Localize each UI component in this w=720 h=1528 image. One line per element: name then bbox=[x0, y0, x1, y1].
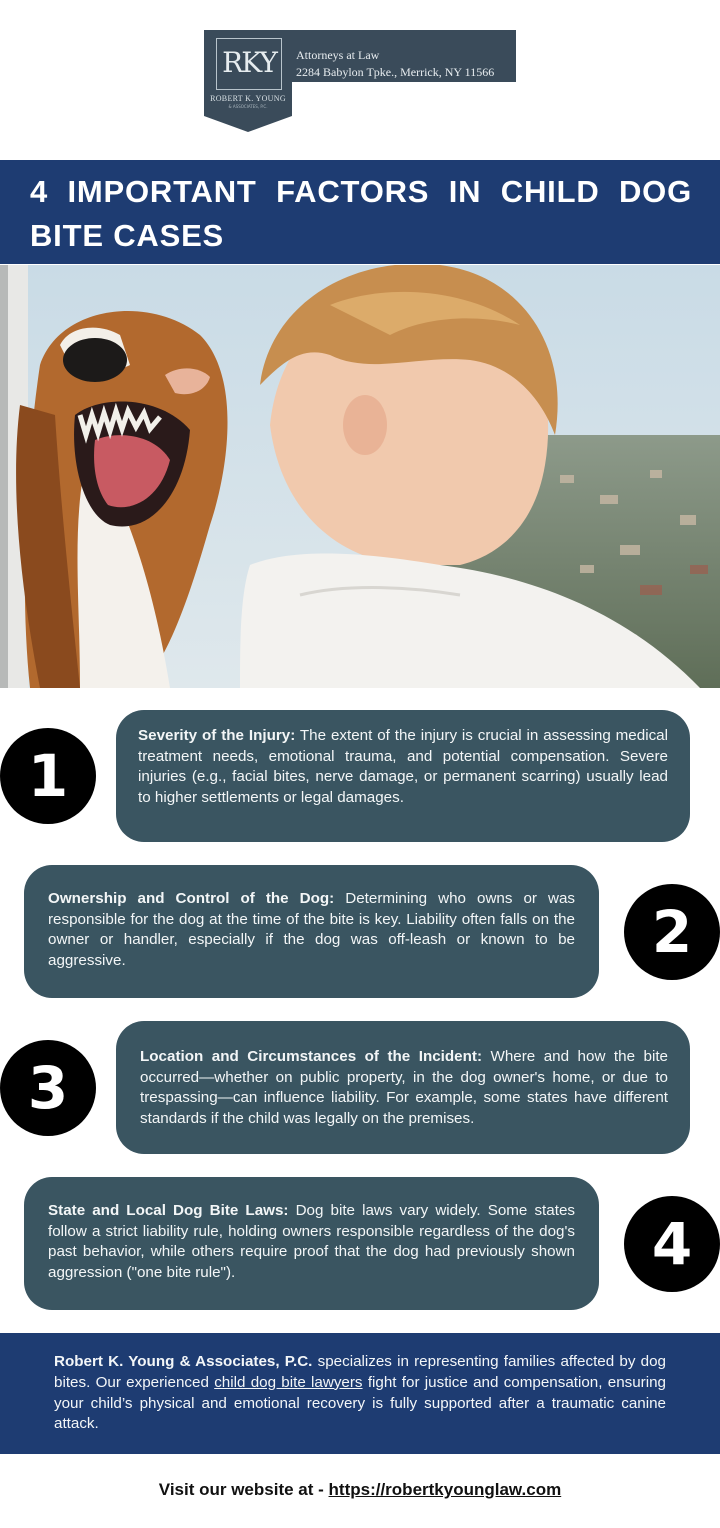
firm-logo bbox=[204, 30, 516, 130]
logo-monogram: RKY bbox=[216, 38, 282, 90]
logo-badge-tip bbox=[204, 116, 292, 132]
factor-3-body: Where and how the bite occurred—whether on public property, in the dog owner's home, or due to trespassing—can influence liability. For example, some states have different standards if the child was legally on the premises. bbox=[140, 1048, 668, 1127]
page-title: 4 IMPORTANT FACTORS IN CHILD DOG BITE CASES bbox=[30, 174, 692, 253]
factor-4-heading: State and Local Dog Bite Laws: bbox=[48, 1202, 289, 1219]
factor-3-text bbox=[140, 1047, 668, 1129]
factor-1-heading: Severity of the Injury: bbox=[138, 727, 296, 744]
factor-1-body: The extent of the injury is crucial in assessing medical treatment needs, emotional trauma, and potential compensation. Severe injuries (e.g., facial bites, nerve damage, or permanent scarring) usually lead to higher settlements or legal damages. bbox=[138, 727, 668, 806]
logo-firm-sub: & ASSOCIATES, P.C. bbox=[228, 104, 268, 109]
factor-3-card bbox=[116, 1021, 690, 1154]
footer-lawyers-link[interactable]: child dog bite lawyers bbox=[214, 1373, 363, 1391]
visit-label: Visit our website at - bbox=[158, 1480, 324, 1499]
footer-text-before-link: specializes in representing families affected by dog bites. Our experienced bbox=[54, 1353, 666, 1391]
logo-address: 2284 Babylon Tpke., Merrick, NY 11566 bbox=[296, 65, 495, 79]
factor-3-number-badge: 3 bbox=[0, 1040, 96, 1136]
factor-2-card bbox=[24, 865, 599, 998]
factor-4-body: Dog bite laws vary widely. Some states follow a strict liability rule, holding owners responsible regardless of the dog's past behavior, while others require proof that the dog had previously shown aggression ("one bite rule"). bbox=[48, 1202, 575, 1281]
factor-2-number-badge: 2 bbox=[624, 884, 720, 980]
factor-2-body: Determining who owns or was responsible for the dog at the time of the bite is key. Liability often falls on the owner or handler, especially if the dog was off-leash or known to be aggressive. bbox=[48, 890, 575, 969]
factor-4-number-badge: 4 bbox=[624, 1196, 720, 1292]
factor-4-text bbox=[48, 1201, 575, 1283]
factor-3-heading: Location and Circumstances of the Incident: bbox=[140, 1048, 483, 1065]
footer-text-after-link: fight for justice and compensation, ensuring your child’s physical and emotional recovery is fully supported after a traumatic canine attack. bbox=[54, 1373, 666, 1433]
footer-firm-name: Robert K. Young & Associates, P.C. bbox=[54, 1353, 313, 1370]
factor-2-text bbox=[48, 889, 575, 971]
logo-tagline: Attorneys at Law bbox=[296, 48, 380, 62]
footer-paragraph bbox=[54, 1352, 666, 1435]
child-and-dog-illustration bbox=[0, 265, 720, 688]
factor-1-text bbox=[138, 726, 668, 808]
factor-4-card bbox=[24, 1177, 599, 1310]
factor-2-heading: Ownership and Control of the Dog: bbox=[48, 890, 335, 907]
website-link[interactable]: https://robertkyounglaw.com bbox=[328, 1480, 562, 1499]
logo-firm-name: ROBERT K. YOUNG bbox=[210, 94, 286, 103]
hero-photo bbox=[0, 265, 720, 688]
visit-line bbox=[0, 1480, 720, 1500]
factor-1-number-badge: 1 bbox=[0, 728, 96, 824]
factor-1-card bbox=[116, 710, 690, 842]
